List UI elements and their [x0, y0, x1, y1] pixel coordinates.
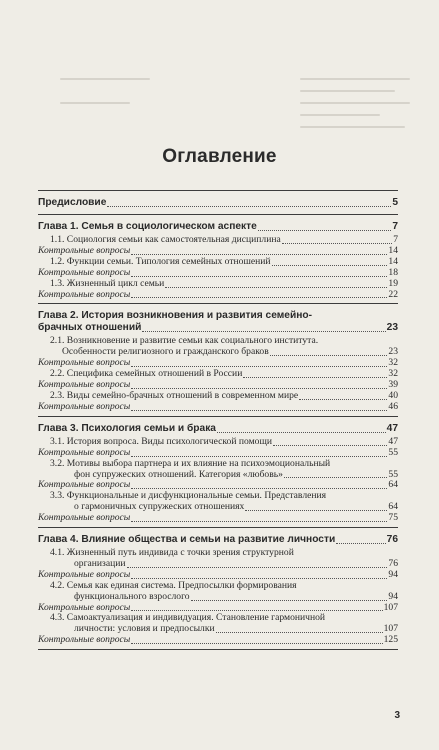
dot-leader: [217, 432, 386, 433]
page-ref: 94: [388, 590, 398, 602]
dot-leader: [282, 243, 392, 244]
page-number: 3: [394, 710, 400, 721]
toc-entry-4-1[interactable]: [38, 548, 398, 570]
toc-entry-3-3[interactable]: [38, 491, 398, 513]
dot-leader: [142, 331, 385, 332]
bleed-through: [0, 0, 439, 145]
page-ref: 18: [388, 266, 398, 278]
page-ref: 125: [383, 634, 398, 646]
toc-entry-questions[interactable]: [38, 402, 398, 413]
chapter-title: Глава 1. Семья в социологическом аспекте: [38, 221, 257, 232]
entry-title: Контрольные вопросы: [38, 357, 131, 369]
page-ref: 14: [388, 244, 398, 256]
toc-entry-preface[interactable]: [38, 197, 398, 209]
dot-leader: [131, 366, 387, 367]
entry-title-line-2: функционального взрослого: [74, 590, 190, 602]
entry-title: Контрольные вопросы: [38, 244, 131, 256]
page-ref: 7: [392, 221, 398, 232]
toc-entry-3-2[interactable]: [38, 459, 398, 481]
toc-chapter-3[interactable]: [38, 423, 398, 435]
entry-title: 3.1. История вопроса. Виды психологической помощи: [50, 435, 273, 447]
chapter-title-line-1: Глава 2. История возникновения и развития семейно-: [38, 310, 312, 322]
entry-title-line-1: 3.2. Мотивы выбора партнера и их влияние на психоэмоциональный: [50, 457, 331, 469]
dot-leader: [131, 410, 387, 411]
dot-leader: [191, 600, 388, 601]
entry-title: 1.3. Жизненный цикл семьи: [50, 277, 165, 289]
chapter-title: Глава 4. Влияние общества и семьи на развитие личности: [38, 534, 336, 546]
dot-leader: [131, 610, 382, 611]
entry-title: Контрольные вопросы: [38, 601, 131, 613]
page-ref: 39: [388, 379, 398, 391]
entry-title: Контрольные вопросы: [38, 634, 131, 646]
entry-title-line-1: 2.1. Возникновение и развитие семьи как социального института.: [50, 335, 319, 347]
dot-leader: [243, 377, 387, 378]
page-ref: 46: [388, 400, 398, 412]
page-ref: 107: [383, 601, 398, 613]
page-ref: 32: [388, 368, 398, 380]
toc-chapter-1[interactable]: [38, 221, 398, 233]
entry-title: 2.3. Виды семейно-брачных отношений в современном мире: [50, 389, 299, 401]
toc-section-chapter-4: [38, 527, 398, 650]
dot-leader: [131, 254, 387, 255]
dot-leader: [131, 488, 387, 489]
toc-entry-questions[interactable]: [38, 268, 398, 279]
entry-title: Контрольные вопросы: [38, 446, 131, 458]
page-ref: 7: [393, 234, 398, 245]
dot-leader: [245, 510, 387, 511]
toc-chapter-4[interactable]: [38, 534, 398, 546]
page-ref: 23: [388, 346, 398, 358]
entry-title: Контрольные вопросы: [38, 512, 131, 524]
entry-title-line-2: фон супружеских отношений. Категория «любовь»: [74, 468, 283, 480]
page-ref: 76: [388, 557, 398, 569]
page-ref: 32: [388, 357, 398, 369]
chapter-title: Глава 3. Психология семьи и брака: [38, 422, 216, 434]
chapter-title-line-2: брачных отношений: [38, 322, 142, 334]
toc-chapter-2[interactable]: [38, 310, 398, 334]
entry-title: Контрольные вопросы: [38, 400, 131, 412]
dot-leader: [284, 477, 387, 478]
page-ref: 75: [388, 512, 398, 524]
page-ref: 22: [388, 288, 398, 300]
dot-leader: [131, 276, 387, 277]
toc-entry-4-3[interactable]: [38, 613, 398, 635]
dot-leader: [127, 567, 388, 568]
entry-title-line-1: 4.1. Жизненный путь индивида с точки зрения структурной: [50, 547, 294, 559]
toc-entry-4-2[interactable]: [38, 581, 398, 603]
toc-entry-2-1[interactable]: [38, 336, 398, 358]
toc-entry-questions[interactable]: [38, 513, 398, 524]
preface-title: Предисловие: [38, 197, 107, 208]
entry-title: 1.1. Социология семьи как самостоятельная дисциплина: [50, 234, 281, 245]
toc-section-chapter-1: [38, 214, 398, 303]
dot-leader: [273, 445, 387, 446]
dot-leader: [131, 388, 387, 389]
entry-title-line-2: организации: [74, 557, 126, 569]
dot-leader: [131, 578, 387, 579]
page-ref: 76: [386, 534, 398, 546]
page-ref: 107: [383, 623, 398, 635]
page-ref: 19: [388, 277, 398, 289]
dot-leader: [131, 297, 387, 298]
page-ref: 55: [388, 468, 398, 480]
entry-title-line-2: о гармоничных супружеских отношениях: [74, 501, 245, 513]
page-ref: 47: [388, 435, 398, 447]
entry-title: Контрольные вопросы: [38, 379, 131, 391]
toc-section-chapter-3: [38, 416, 398, 527]
page-ref: 64: [388, 501, 398, 513]
toc-section-preface: [38, 190, 398, 214]
page-ref: 40: [388, 389, 398, 401]
entry-title-line-2: Особенности религиозного и гражданского браков: [62, 346, 269, 358]
entry-title-line-1: 4.2. Семья как единая система. Предпосылки формирования: [50, 579, 297, 591]
dot-leader: [216, 632, 383, 633]
toc-entry-questions[interactable]: [38, 635, 398, 646]
page-title: Оглавление: [162, 146, 277, 167]
dot-leader: [107, 206, 391, 207]
entry-title-line-1: 3.3. Функциональные и дисфункциональные семьи. Представления: [50, 490, 327, 502]
entry-title: 1.2. Функции семьи. Типология семейных отношений: [50, 255, 271, 267]
page-ref: 23: [386, 322, 398, 334]
toc-entry-questions[interactable]: [38, 448, 398, 459]
page-ref: 94: [388, 568, 398, 580]
page-ref: 47: [386, 422, 398, 434]
dot-leader: [131, 456, 387, 457]
page-ref: 55: [388, 446, 398, 458]
entry-title: Контрольные вопросы: [38, 568, 131, 580]
entry-title: Контрольные вопросы: [38, 288, 131, 300]
dot-leader: [272, 265, 388, 266]
page-ref: 14: [388, 255, 398, 267]
dot-leader: [336, 543, 385, 544]
toc-section-chapter-2: [38, 303, 398, 415]
toc-entry-questions[interactable]: [38, 290, 398, 301]
dot-leader: [258, 230, 392, 231]
entry-title: Контрольные вопросы: [38, 266, 131, 278]
entry-title: 2.2. Специфика семейных отношений в России: [50, 368, 243, 380]
table-of-contents: [38, 190, 398, 650]
dot-leader: [299, 399, 387, 400]
dot-leader: [131, 521, 387, 522]
entry-title: Контрольные вопросы: [38, 479, 131, 491]
dot-leader: [131, 643, 382, 644]
dot-leader: [270, 355, 388, 356]
dot-leader: [165, 287, 387, 288]
page-ref: 64: [388, 479, 398, 491]
entry-title-line-1: 4.3. Самоактуализация и индивидуация. Становление гармоничной: [50, 612, 326, 624]
toc-entry-1-3[interactable]: [38, 279, 398, 290]
page-ref: 5: [392, 197, 398, 208]
entry-title-line-2: личности: условия и предпосылки: [74, 623, 215, 635]
